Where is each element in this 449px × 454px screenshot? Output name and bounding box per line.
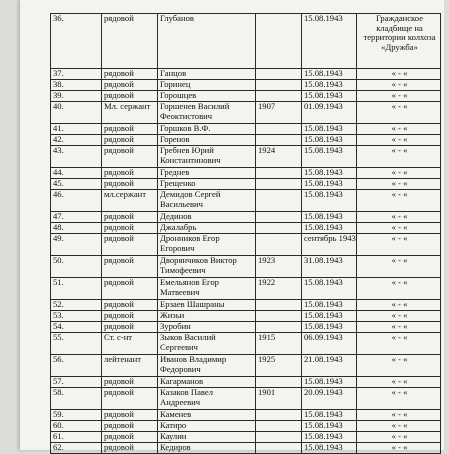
- row-number: 44.: [51, 168, 102, 179]
- table-row: [51, 322, 441, 333]
- burial-place-cell: « - «: [357, 443, 441, 454]
- row-number: 41.: [51, 124, 102, 135]
- death-date-cell: 15.08.1943: [302, 223, 357, 234]
- table-row: [51, 168, 441, 179]
- rank-cell: рядовой: [102, 234, 158, 256]
- rank-cell: рядовой: [102, 443, 158, 454]
- birth-year-cell: [256, 168, 302, 179]
- row-number: 55.: [51, 333, 102, 355]
- death-date-cell: 01.09.1943: [302, 102, 357, 124]
- death-date-cell: 15.08.1943: [302, 124, 357, 135]
- birth-year-cell: [256, 300, 302, 311]
- birth-year-cell: 1907: [256, 102, 302, 124]
- name-cell: Горошцев: [158, 91, 256, 102]
- row-number: 36.: [51, 14, 102, 69]
- burial-place-cell: « - «: [357, 80, 441, 91]
- death-date-cell: 15.08.1943: [302, 410, 357, 421]
- rank-cell: рядовой: [102, 311, 158, 322]
- table-row: [51, 421, 441, 432]
- name-cell: Горенов: [158, 135, 256, 146]
- name-cell: Емельянов Егор Матвеевич: [158, 278, 256, 300]
- burial-place-cell: Гражданское кладбище на территории колхоза «Дружба»: [357, 14, 441, 69]
- row-number: 58.: [51, 388, 102, 410]
- rank-cell: рядовой: [102, 14, 158, 69]
- birth-year-cell: [256, 311, 302, 322]
- rank-cell: Мл. сержант: [102, 102, 158, 124]
- death-date-cell: 15.08.1943: [302, 190, 357, 212]
- birth-year-cell: [256, 135, 302, 146]
- burial-place-cell: « - «: [357, 234, 441, 256]
- rank-cell: рядовой: [102, 168, 158, 179]
- burial-place-cell: « - «: [357, 333, 441, 355]
- rank-cell: рядовой: [102, 212, 158, 223]
- death-date-cell: сентябрь 1943: [302, 234, 357, 256]
- death-date-cell: 15.08.1943: [302, 300, 357, 311]
- burial-place-cell: « - «: [357, 278, 441, 300]
- death-date-cell: 15.08.1943: [302, 91, 357, 102]
- name-cell: Дронников Егор Егорович: [158, 234, 256, 256]
- birth-year-cell: 1925: [256, 355, 302, 377]
- burial-place-cell: « - «: [357, 146, 441, 168]
- row-number: 49.: [51, 234, 102, 256]
- birth-year-cell: [256, 234, 302, 256]
- row-number: 61.: [51, 432, 102, 443]
- name-cell: Зуробин: [158, 322, 256, 333]
- name-cell: Иванов Владимир Федорович: [158, 355, 256, 377]
- table-row: [51, 146, 441, 168]
- name-cell: Глубанов: [158, 14, 256, 69]
- birth-year-cell: [256, 69, 302, 80]
- burial-place-cell: « - «: [357, 168, 441, 179]
- rank-cell: рядовой: [102, 410, 158, 421]
- death-date-cell: 15.08.1943: [302, 212, 357, 223]
- table-row: [51, 135, 441, 146]
- death-date-cell: 06.09.1943: [302, 333, 357, 355]
- burial-place-cell: « - «: [357, 410, 441, 421]
- table-row: [51, 278, 441, 300]
- death-date-cell: 31.08.1943: [302, 256, 357, 278]
- rank-cell: рядовой: [102, 278, 158, 300]
- death-date-cell: 15.08.1943: [302, 421, 357, 432]
- rank-cell: рядовой: [102, 300, 158, 311]
- table-row: [51, 190, 441, 212]
- birth-year-cell: [256, 190, 302, 212]
- name-cell: Горшков В.Ф.: [158, 124, 256, 135]
- burial-place-cell: « - «: [357, 135, 441, 146]
- row-number: 50.: [51, 256, 102, 278]
- rank-cell: рядовой: [102, 135, 158, 146]
- burial-place-cell: « - «: [357, 69, 441, 80]
- burial-place-cell: « - «: [357, 212, 441, 223]
- birth-year-cell: [256, 443, 302, 454]
- row-number: 62.: [51, 443, 102, 454]
- name-cell: Зыков Василий Сергеевич: [158, 333, 256, 355]
- table-row: [51, 377, 441, 388]
- table-row: [51, 443, 441, 454]
- burial-place-cell: « - «: [357, 322, 441, 333]
- name-cell: Горинец: [158, 80, 256, 91]
- burial-place-cell: « - «: [357, 300, 441, 311]
- birth-year-cell: 1922: [256, 278, 302, 300]
- birth-year-cell: [256, 212, 302, 223]
- rank-cell: рядовой: [102, 377, 158, 388]
- birth-year-cell: [256, 124, 302, 135]
- rank-cell: лейтенант: [102, 355, 158, 377]
- rank-cell: рядовой: [102, 421, 158, 432]
- rank-cell: Ст. с-нт: [102, 333, 158, 355]
- birth-year-cell: 1915: [256, 333, 302, 355]
- name-cell: Жизьи: [158, 311, 256, 322]
- table-row: [51, 300, 441, 311]
- table-row: [51, 432, 441, 443]
- death-date-cell: 15.08.1943: [302, 135, 357, 146]
- birth-year-cell: 1901: [256, 388, 302, 410]
- birth-year-cell: [256, 322, 302, 333]
- birth-year-cell: 1924: [256, 146, 302, 168]
- table-row: [51, 80, 441, 91]
- burial-roster-table: [50, 13, 441, 454]
- death-date-cell: 15.08.1943: [302, 377, 357, 388]
- table-row: [51, 355, 441, 377]
- table-row: [51, 124, 441, 135]
- rank-cell: рядовой: [102, 179, 158, 190]
- burial-place-cell: « - «: [357, 256, 441, 278]
- birth-year-cell: [256, 432, 302, 443]
- row-number: 45.: [51, 179, 102, 190]
- name-cell: Кедиров: [158, 443, 256, 454]
- burial-place-cell: « - «: [357, 223, 441, 234]
- name-cell: Греднев: [158, 168, 256, 179]
- row-number: 40.: [51, 102, 102, 124]
- birth-year-cell: 1923: [256, 256, 302, 278]
- table-row: [51, 333, 441, 355]
- table-row: [51, 14, 441, 69]
- name-cell: Катиро: [158, 421, 256, 432]
- table-row: [51, 91, 441, 102]
- rank-cell: рядовой: [102, 388, 158, 410]
- burial-place-cell: « - «: [357, 91, 441, 102]
- rank-cell: рядовой: [102, 80, 158, 91]
- row-number: 48.: [51, 223, 102, 234]
- death-date-cell: 15.08.1943: [302, 80, 357, 91]
- burial-place-cell: « - «: [357, 102, 441, 124]
- name-cell: Дворянчиков Виктор Тимофеевич: [158, 256, 256, 278]
- name-cell: Джалабрь: [158, 223, 256, 234]
- burial-place-cell: « - «: [357, 190, 441, 212]
- row-number: 52.: [51, 300, 102, 311]
- rank-cell: рядовой: [102, 146, 158, 168]
- name-cell: Каменев: [158, 410, 256, 421]
- row-number: 39.: [51, 91, 102, 102]
- row-number: 38.: [51, 80, 102, 91]
- death-date-cell: 15.08.1943: [302, 146, 357, 168]
- death-date-cell: 15.08.1943: [302, 311, 357, 322]
- row-number: 60.: [51, 421, 102, 432]
- table-row: [51, 102, 441, 124]
- birth-year-cell: [256, 91, 302, 102]
- death-date-cell: 15.08.1943: [302, 179, 357, 190]
- row-number: 56.: [51, 355, 102, 377]
- death-date-cell: 21.08.1943: [302, 355, 357, 377]
- table-row: [51, 69, 441, 80]
- burial-place-cell: « - «: [357, 124, 441, 135]
- rank-cell: рядовой: [102, 223, 158, 234]
- roster-body: [51, 14, 441, 454]
- name-cell: Каулин: [158, 432, 256, 443]
- name-cell: Гребнев Юрий Константинович: [158, 146, 256, 168]
- table-row: [51, 388, 441, 410]
- name-cell: Казаков Павел Андреевич: [158, 388, 256, 410]
- rank-cell: мл.сержант: [102, 190, 158, 212]
- burial-place-cell: « - «: [357, 432, 441, 443]
- row-number: 46.: [51, 190, 102, 212]
- birth-year-cell: [256, 421, 302, 432]
- table-row: [51, 311, 441, 322]
- row-number: 43.: [51, 146, 102, 168]
- table-row: [51, 223, 441, 234]
- row-number: 47.: [51, 212, 102, 223]
- death-date-cell: 15.08.1943: [302, 168, 357, 179]
- burial-place-cell: « - «: [357, 388, 441, 410]
- death-date-cell: 15.08.1943: [302, 432, 357, 443]
- burial-place-cell: « - «: [357, 311, 441, 322]
- birth-year-cell: [256, 377, 302, 388]
- death-date-cell: 15.08.1943: [302, 322, 357, 333]
- rank-cell: рядовой: [102, 432, 158, 443]
- name-cell: Демидов Сергей Васильевич: [158, 190, 256, 212]
- rank-cell: рядовой: [102, 91, 158, 102]
- table-row: [51, 256, 441, 278]
- burial-place-cell: « - «: [357, 377, 441, 388]
- birth-year-cell: [256, 80, 302, 91]
- burial-place-cell: « - «: [357, 179, 441, 190]
- name-cell: Грещенко: [158, 179, 256, 190]
- death-date-cell: 15.08.1943: [302, 14, 357, 69]
- row-number: 53.: [51, 311, 102, 322]
- rank-cell: рядовой: [102, 124, 158, 135]
- table-row: [51, 212, 441, 223]
- burial-place-cell: « - «: [357, 355, 441, 377]
- rank-cell: рядовой: [102, 322, 158, 333]
- row-number: 54.: [51, 322, 102, 333]
- burial-place-cell: « - «: [357, 421, 441, 432]
- name-cell: Кагарманов: [158, 377, 256, 388]
- row-number: 51.: [51, 278, 102, 300]
- row-number: 42.: [51, 135, 102, 146]
- rank-cell: рядовой: [102, 256, 158, 278]
- rank-cell: рядовой: [102, 69, 158, 80]
- table-row: [51, 234, 441, 256]
- document-page: [20, 0, 444, 450]
- death-date-cell: 15.08.1943: [302, 69, 357, 80]
- row-number: 57.: [51, 377, 102, 388]
- birth-year-cell: [256, 14, 302, 69]
- birth-year-cell: [256, 179, 302, 190]
- death-date-cell: 20.09.1943: [302, 388, 357, 410]
- birth-year-cell: [256, 410, 302, 421]
- name-cell: Дединов: [158, 212, 256, 223]
- row-number: 37.: [51, 69, 102, 80]
- death-date-cell: 15.08.1943: [302, 443, 357, 454]
- birth-year-cell: [256, 223, 302, 234]
- table-row: [51, 410, 441, 421]
- name-cell: Ганцов: [158, 69, 256, 80]
- table-row: [51, 179, 441, 190]
- name-cell: Горшенев Василий Феоктистович: [158, 102, 256, 124]
- row-number: 59.: [51, 410, 102, 421]
- name-cell: Ерзаев Шашраны: [158, 300, 256, 311]
- death-date-cell: 15.08.1943: [302, 278, 357, 300]
